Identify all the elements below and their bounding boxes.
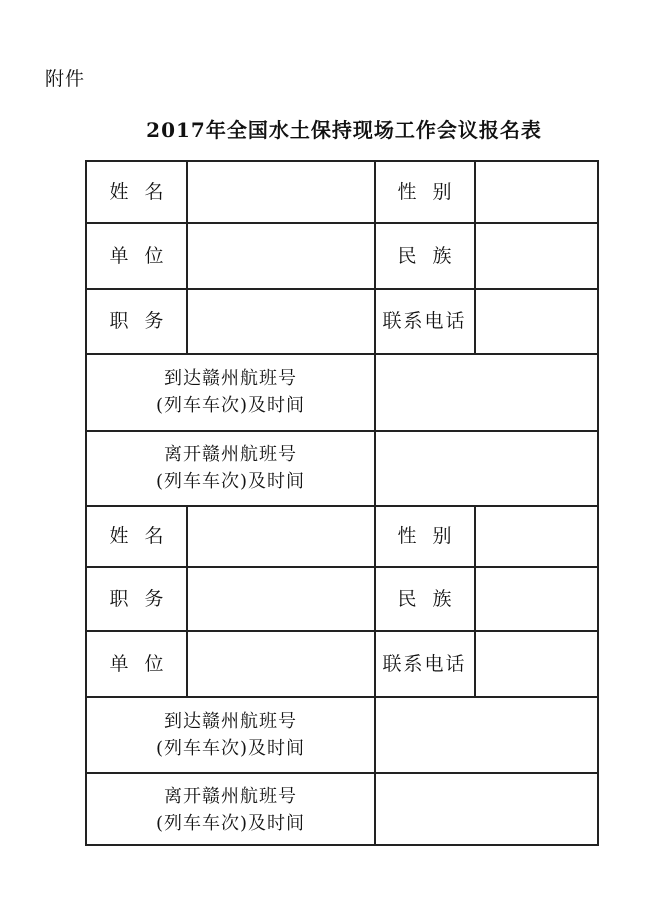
gender-field-2[interactable] [475,506,599,566]
phone-label: 联系电话 [382,310,467,332]
departure-label-line2: (列车车次)及时间 [155,471,306,492]
gender-field[interactable] [475,162,599,222]
arrival-label-2-line1: 到达赣州航班号 [164,710,297,732]
ethnicity-field-2[interactable] [475,567,599,630]
ethnicity-label-2: 民族 [397,587,468,610]
departure-field[interactable] [375,431,599,505]
departure-label-line1: 离开赣州航班号 [164,444,297,465]
unit-label: 单位 [109,244,180,267]
departure-label-2 [87,773,374,846]
position-label-2: 职务 [109,587,180,610]
gender-label: 性别 [397,181,468,203]
phone-label-2: 联系电话 [382,652,467,675]
page-title [0,114,650,143]
name-field-2[interactable] [187,506,374,566]
arrival-label-line2: (列车车次)及时间 [155,395,306,416]
arrival-label-2-line2: (列车车次)及时间 [155,737,306,759]
arrival-label [87,354,374,430]
position-label: 职务 [109,310,180,332]
arrival-label-2 [87,697,374,772]
title-year: 2017 [146,118,206,142]
position-field[interactable] [187,289,374,353]
phone-field[interactable] [475,289,599,353]
gender-label-2: 性别 [397,525,468,547]
name-label: 姓名 [109,181,180,203]
departure-label [87,431,374,505]
phone-field-2[interactable] [475,631,599,696]
arrival-field[interactable] [375,354,599,430]
departure-label-2-line2: (列车车次)及时间 [155,812,306,834]
unit-field[interactable] [187,223,374,288]
arrival-label-line1: 到达赣州航班号 [164,368,297,389]
unit-field-2[interactable] [187,631,374,696]
arrival-field-2[interactable] [375,697,599,772]
departure-label-2-line1: 离开赣州航班号 [164,785,297,807]
position-field-2[interactable] [187,567,374,630]
ethnicity-field[interactable] [475,223,599,288]
name-field[interactable] [187,162,374,222]
departure-field-2[interactable] [375,773,599,846]
attachment-label: 附件 [45,68,86,90]
ethnicity-label: 民族 [397,244,468,267]
name-label-2: 姓名 [109,525,180,547]
unit-label-2: 单位 [109,652,180,675]
title-text: 年全国水土保持现场工作会议报名表 [205,118,542,142]
registration-form-table [85,160,599,846]
